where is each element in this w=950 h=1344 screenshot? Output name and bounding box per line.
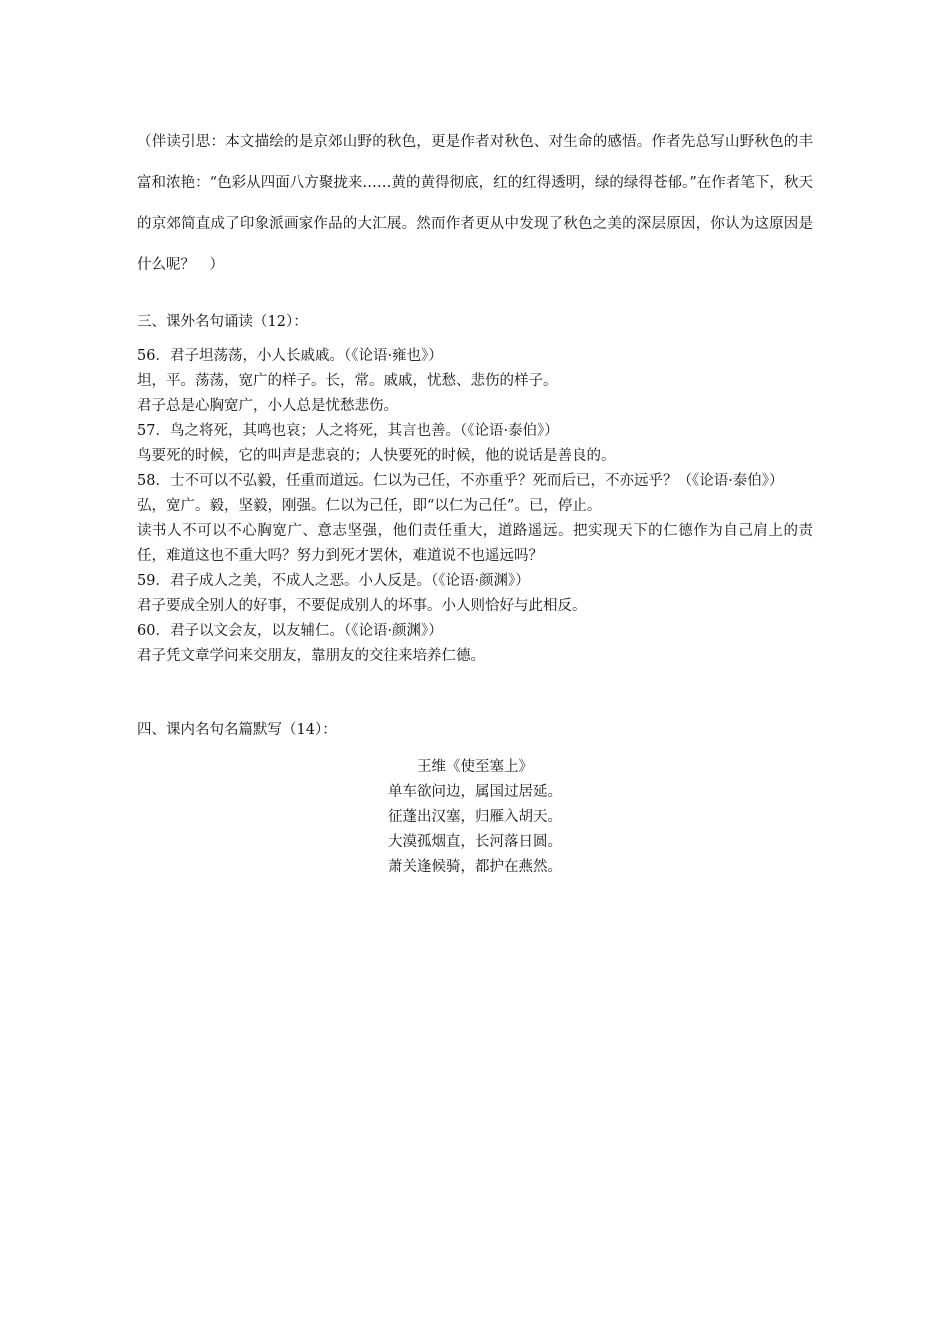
quote-56: 56．君子坦荡荡，小人长戚戚。（《论语·雍也》） xyxy=(137,348,443,364)
poem-line: 征蓬出汉塞，归雁入胡天。 xyxy=(388,809,562,825)
quote-57: 57．鸟之将死，其鸣也哀；人之将死，其言也善。（《论语·泰伯》） xyxy=(137,423,559,439)
reading-guide-paragraph: （伴读引思：本文描绘的是京郊山野的秋色，更是作者对秋色、对生命的感悟。作者先总写山野秋色的丰富和浓艳：“色彩从四面八方聚拢来……黄的黄得彻底，红的红得透明，绿的绿得苍郁。”在作者笔下，秋天的京郊简直成了印象派画家作品的大汇展。然而作者更从中发现了秋色之美的深层原因，你认为这原因是什么呢？ ） xyxy=(137,134,813,273)
section-heading-extracurricular-quotes: 三、课外名句诵读（12）： xyxy=(137,314,308,330)
poem-line: 萧关逢候骑，都护在燕然。 xyxy=(388,859,562,875)
quote-59: 59．君子成人之美，不成人之恶。小人反是。（《论语·颜渊》） xyxy=(137,573,530,589)
quote-58-gloss: 弘，宽广。毅，坚毅，刚强。仁以为己任，即“以仁为己任”。已，停止。 xyxy=(137,498,602,514)
poem-line: 大漠孤烟直，长河落日圆。 xyxy=(388,834,562,850)
quotes-list xyxy=(137,344,813,669)
poem-line: 单车欲问边，属国过居延。 xyxy=(388,784,562,800)
quote-58: 58．士不可以不弘毅，任重而道远。仁以为己任，不亦重乎？死而后已，不亦远乎？（《论语·泰伯》） xyxy=(137,473,784,489)
quote-56-gloss: 坦，平。荡荡，宽广的样子。长，常。戚戚，忧愁、悲伤的样子。 xyxy=(137,373,558,389)
quote-60-translation: 君子凭文章学问来交朋友，靠朋友的交往来培养仁德。 xyxy=(137,648,485,664)
poem-block xyxy=(137,755,813,880)
quote-58-translation: 读书人不可以不心胸宽广、意志坚强，他们责任重大，道路遥远。把实现天下的仁德作为自己肩上的责任，难道这也不重大吗？努力到死才罢休，难道说不也遥远吗？ xyxy=(137,523,813,564)
quote-57-translation: 鸟要死的时候，它的叫声是悲哀的；人快要死的时候，他的说话是善良的。 xyxy=(137,448,616,464)
poem-title: 王维《使至塞上》 xyxy=(417,759,533,775)
quote-60: 60．君子以文会友，以友辅仁。（《论语·颜渊》） xyxy=(137,623,443,639)
quote-59-translation: 君子要成全别人的好事，不要促成别人的坏事。小人则恰好与此相反。 xyxy=(137,598,587,614)
section-heading-dictation: 四、课内名句名篇默写（14）： xyxy=(137,722,337,738)
quote-56-translation: 君子总是心胸宽广，小人总是忧愁悲伤。 xyxy=(137,398,398,414)
